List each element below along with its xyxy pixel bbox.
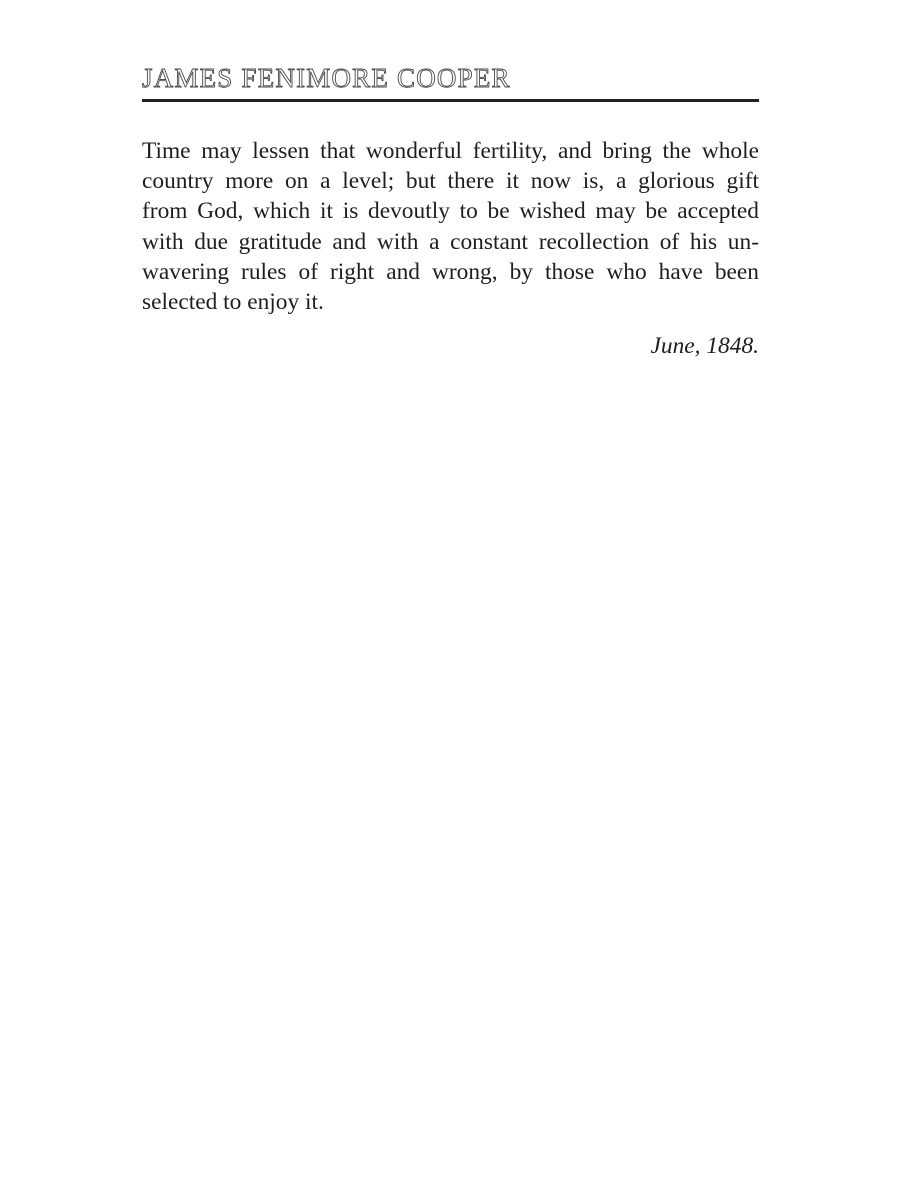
paragraph-line: wavering rules of right and wrong, by those who have been	[142, 258, 759, 285]
paragraph-line: Time may lessen that wonderful fertility, and bring the whole	[142, 138, 759, 164]
book-page	[142, 62, 759, 361]
paragraph-line: selected to enjoy it.	[142, 288, 324, 315]
header-rule	[142, 99, 759, 102]
paragraph-line: from God, which it is devoutly to be wished may be accepted	[142, 198, 759, 225]
signoff-date: June, 1848.	[650, 333, 759, 360]
running-head: JAMES FENIMORE COOPER	[142, 63, 511, 93]
paragraph-line: country more on a level; but there it now is, a glorious gift	[142, 168, 759, 195]
body-paragraph	[142, 136, 759, 317]
paragraph-line: with due gratitude and with a constant recollection of his un-	[142, 228, 759, 255]
